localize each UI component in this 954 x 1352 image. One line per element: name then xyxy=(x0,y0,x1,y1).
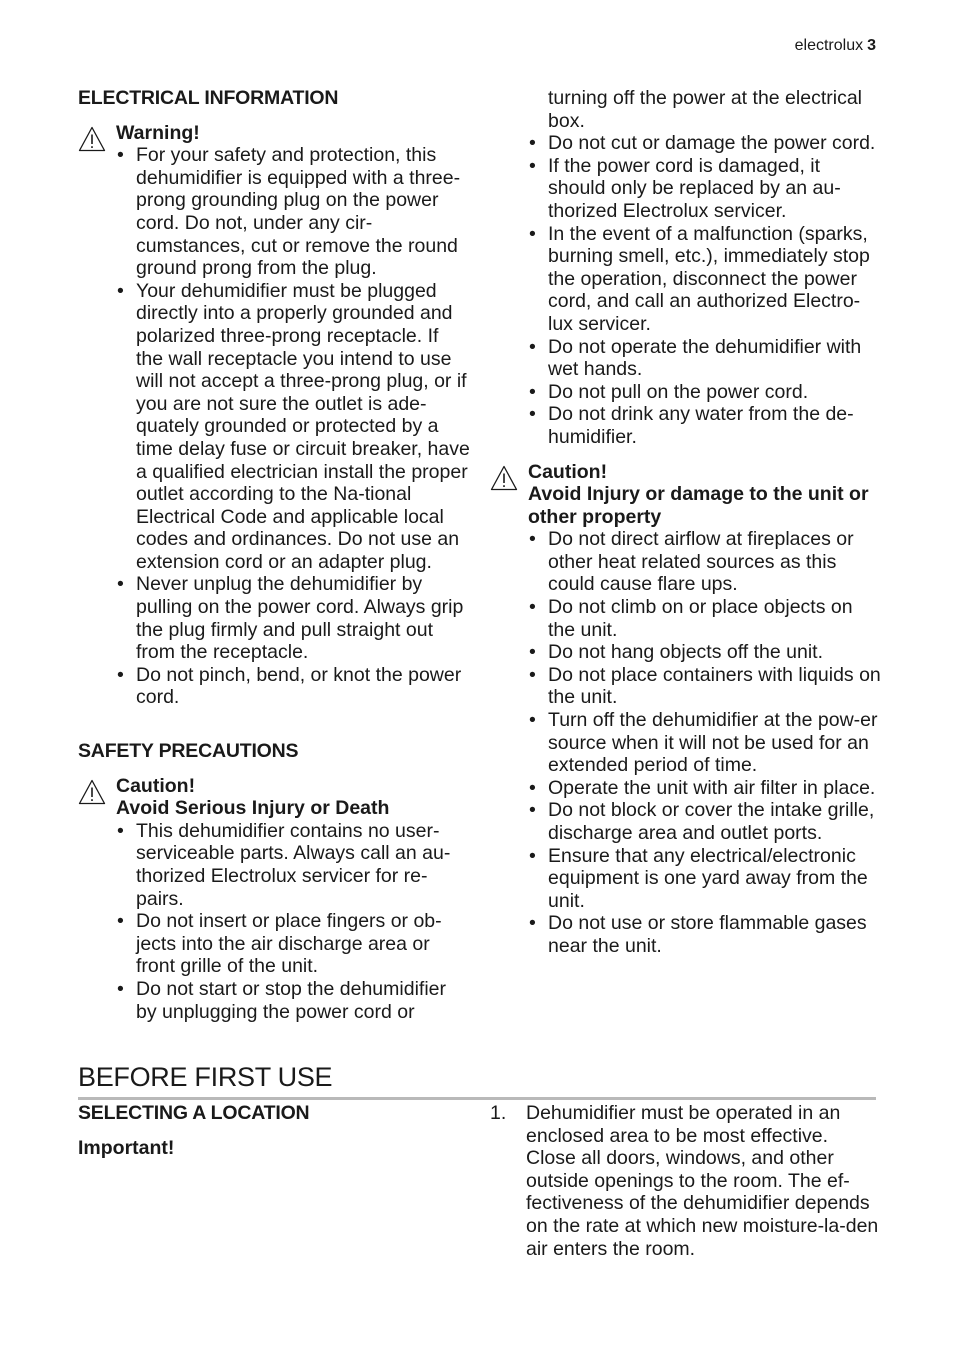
caution-subtitle: Avoid Serious Injury or Death xyxy=(116,797,390,820)
item-number: 1. xyxy=(490,1102,507,1124)
item-text: Dehumidifier must be operated in an enclosed area to be most effective. Close all doors, windows, and other outside openings to the room. The ef-fectiveness of the dehumidifier depends on the rate at which new moisture-la-den air enters the room. xyxy=(526,1102,879,1260)
list-item: • Do not direct airflow at fireplaces or other heat related sources as this could cause flare ups. xyxy=(528,528,882,596)
location-right-column xyxy=(490,1102,882,1260)
electrical-information-heading: ELECTRICAL INFORMATION xyxy=(78,87,339,109)
list-item: • Do not block or cover the intake grille, discharge area and outlet ports. xyxy=(528,799,882,844)
location-left-column xyxy=(78,1102,470,1159)
caution2-bullet-list xyxy=(528,528,882,957)
list-item: • For your safety and protection, this dehumidifier is equipped with a three-prong grounding plug on the power cord. Do not, under any cir-cumstances, cut or remove the round ground prong from the plug. xyxy=(116,144,470,280)
list-item: • Do not cut or damage the power cord. xyxy=(528,132,882,155)
warning-triangle-icon xyxy=(78,126,106,152)
warning-block xyxy=(78,122,470,709)
list-item: • Do not climb on or place objects on the unit. xyxy=(528,596,882,641)
left-column xyxy=(78,87,470,1023)
warning-triangle-icon xyxy=(490,465,518,491)
caution-title: Caution! xyxy=(116,774,196,797)
warning-triangle-icon xyxy=(78,779,106,805)
right-bullet-list xyxy=(490,132,882,448)
list-item: • If the power cord is damaged, it should only be replaced by an au-thorized Electrolux servicer. xyxy=(528,155,882,223)
list-item: • Turn off the dehumidifier at the pow-er source when it will not be used for an extended period of time. xyxy=(528,709,882,777)
caution-block xyxy=(78,775,470,1024)
safety-bullet-list xyxy=(116,820,470,1023)
continuation-text: turning off the power at the electrical box. xyxy=(548,87,862,132)
list-item: • Do not insert or place fingers or ob-jects into the air discharge area or front grille of the unit. xyxy=(116,910,470,978)
list-item: • Do not place containers with liquids on the unit. xyxy=(528,664,882,709)
list-item: • Do not pinch, bend, or knot the power cord. xyxy=(116,664,470,709)
right-column xyxy=(490,87,882,958)
warning-title: Warning! xyxy=(116,121,200,144)
page-number: 3 xyxy=(867,37,876,54)
list-item: • Ensure that any electrical/electronic equipment is one yard away from the unit. xyxy=(528,845,882,913)
list-item: • In the event of a malfunction (sparks, burning smell, etc.), immediately stop the operation, disconnect the power cord, and call an authorized Electro-lux servicer. xyxy=(528,223,882,336)
list-item: • Never unplug the dehumidifier by pulling on the power cord. Always grip the plug firmly and pull straight out from the receptacle. xyxy=(116,573,470,663)
list-item: • Do not start or stop the dehumidifier by unplugging the power cord or xyxy=(116,978,470,1023)
list-item: • This dehumidifier contains no user-serviceable parts. Always call an au-thorized Electrolux servicer for re-pairs. xyxy=(116,820,470,910)
electrical-bullet-list xyxy=(116,144,470,709)
numbered-item xyxy=(490,1102,882,1260)
list-item: • Do not operate the dehumidifier with wet hands. xyxy=(528,336,882,381)
safety-precautions-heading: SAFETY PRECAUTIONS xyxy=(78,740,299,763)
list-item: • Operate the unit with air filter in place. xyxy=(528,777,882,800)
caution-subtitle: Avoid Injury or damage to the unit or other property xyxy=(528,483,869,528)
list-item: • Do not pull on the power cord. xyxy=(528,381,882,404)
list-item: • Do not use or store flammable gases near the unit. xyxy=(528,912,882,957)
selecting-location-heading: SELECTING A LOCATION xyxy=(78,1102,310,1124)
caution-block-2 xyxy=(490,461,882,958)
section-divider xyxy=(78,1097,876,1100)
caution-title: Caution! xyxy=(528,460,608,483)
page-header xyxy=(795,36,876,56)
brand-name: electrolux xyxy=(794,37,864,54)
list-item: • Your dehumidifier must be plugged directly into a properly grounded and polarized three-prong receptacle. If the wall receptacle you intend to use will not accept a three-prong plug, or if you are not sure the outlet is ade-quately grounded or protected by a time delay fuse or circuit breaker, have a qualified electrician install the proper outlet according to the Na-tional Electrical Code and applicable local codes and ordinances. Do not use an extension cord or an adapter plug. xyxy=(116,280,470,574)
section-heading: BEFORE FIRST USE xyxy=(78,1062,333,1092)
important-label: Important! xyxy=(78,1136,175,1159)
list-item: • Do not drink any water from the de-humidifier. xyxy=(528,403,882,448)
list-item: • Do not hang objects off the unit. xyxy=(528,641,882,664)
